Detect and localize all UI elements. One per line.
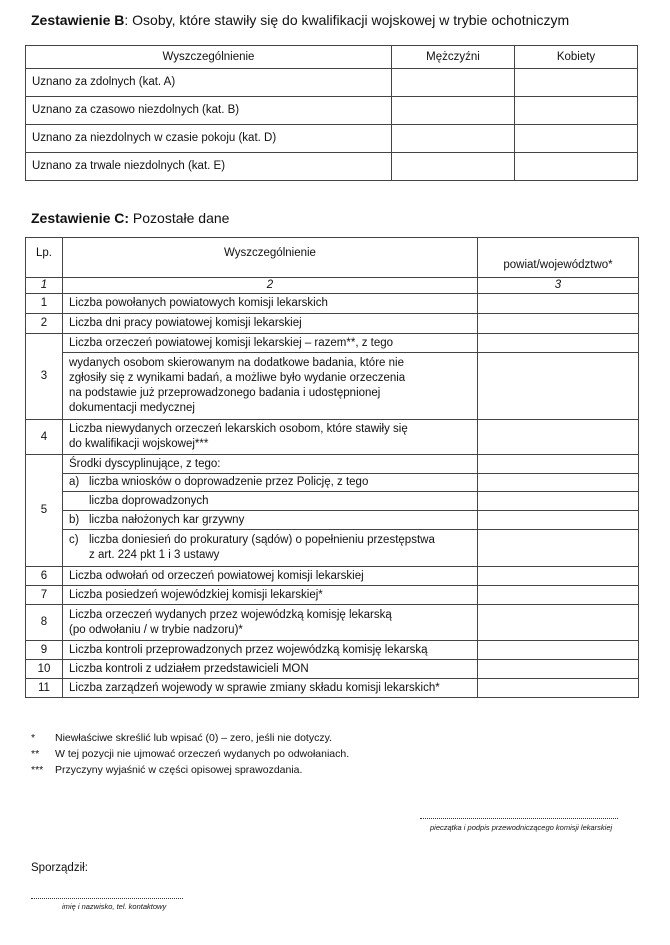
row-number: 3 (26, 334, 63, 420)
table-row (26, 314, 639, 334)
row-label: Uznano za zdolnych (kat. A) (26, 69, 392, 97)
footnote (31, 746, 349, 762)
footnote-text: Przyczyny wyjaśnić w części opisowej sprawozdania. (55, 764, 303, 776)
section-c-table (25, 237, 639, 698)
table-row (26, 294, 639, 314)
women-value-cell[interactable] (515, 153, 638, 181)
row-label: Liczba orzeczeń powiatowej komisji lekarskiej – razem**, z tego (63, 334, 478, 353)
row-label: Liczba kontroli przeprowadzonych przez wojewódzką komisję lekarską (63, 641, 478, 660)
row-sublabel (63, 474, 478, 492)
row-number: 2 (26, 314, 63, 334)
value-cell[interactable] (478, 492, 639, 511)
item-text: z art. 224 pkt 1 i 3 ustawy (89, 549, 220, 561)
footnote-marker: *** (31, 764, 44, 776)
row-number: 1 (26, 294, 63, 314)
footnote-marker: ** (31, 748, 40, 760)
footnote-marker: * (31, 732, 36, 744)
table-subrow (26, 511, 639, 530)
signature-line[interactable] (420, 818, 618, 819)
row-label: Liczba powołanych powiatowych komisji lekarskich (63, 294, 478, 314)
table-subrow (26, 530, 639, 567)
row-label (63, 605, 478, 641)
row-label (63, 420, 478, 455)
table-row (26, 125, 638, 153)
item-text: liczba doniesień do prokuratury (sądów) o popełnieniu przestępstwa (89, 534, 435, 546)
value-cell[interactable] (478, 420, 639, 455)
row-number: 7 (26, 586, 63, 605)
row-label: Środki dyscyplinujące, z tego: (63, 455, 478, 474)
prepared-by-caption: imię i nazwisko, tel. kontaktowy (62, 902, 167, 911)
value-cell[interactable] (478, 353, 639, 420)
footnote (31, 762, 349, 778)
men-value-cell[interactable] (392, 97, 515, 125)
row-label: Liczba zarządzeń wojewody w sprawie zmiany składu komisji lekarskich* (63, 679, 478, 698)
item-letter: a) (69, 476, 80, 488)
item-letter: c) (69, 534, 79, 546)
footnotes (31, 730, 349, 778)
men-value-cell[interactable] (392, 153, 515, 181)
table-row (26, 641, 639, 660)
table-row (26, 69, 638, 97)
footnote-text: W tej pozycji nie ujmować orzeczeń wydanych po odwołaniach. (55, 748, 350, 760)
table-row (26, 605, 639, 641)
column-number: 1 (26, 278, 63, 294)
label-line: do kwalifikacji wojskowej*** (69, 438, 209, 450)
table-row (26, 586, 639, 605)
value-cell[interactable] (478, 474, 639, 492)
row-label: Liczba dni pracy powiatowej komisji lekarskiej (63, 314, 478, 334)
header-lp: Lp. (26, 238, 63, 278)
column-number: 3 (478, 278, 639, 294)
row-sublabel (63, 511, 478, 530)
table-row (26, 679, 639, 698)
header-county-province: powiat/województwo* (478, 238, 639, 278)
sublabel-line: dokumentacji medycznej (69, 402, 195, 414)
row-label: Uznano za czasowo niezdolnych (kat. B) (26, 97, 392, 125)
prepared-by-line[interactable] (31, 898, 183, 899)
table-row (26, 334, 639, 353)
sublabel-line: wydanych osobom skierowanym na dodatkowe badania, które nie (69, 357, 404, 369)
row-label: Liczba odwołań od orzeczeń powiatowej komisji lekarskiej (63, 567, 478, 586)
label-line: Liczba orzeczeń wydanych przez wojewódzką komisję lekarską (69, 608, 392, 621)
item-text: liczba wniosków o doprowadzenie przez Policję, z tego (89, 476, 369, 488)
row-sublabel (63, 353, 478, 420)
value-cell[interactable] (478, 334, 639, 353)
section-b-title: Zestawienie B: Osoby, które stawiły się do kwalifikacji wojskowej w trybie ochotniczym (31, 12, 570, 28)
column-number: 2 (63, 278, 478, 294)
value-cell[interactable] (478, 586, 639, 605)
row-number: 10 (26, 660, 63, 679)
table-row (26, 420, 639, 455)
women-value-cell[interactable] (515, 125, 638, 153)
sublabel-line: zgłosiły się z wynikami badań, a możliwe było wydanie orzeczenia (69, 372, 406, 384)
men-value-cell[interactable] (392, 125, 515, 153)
table-subrow (26, 474, 639, 492)
footnote (31, 730, 349, 746)
value-cell[interactable] (478, 511, 639, 530)
row-number: 5 (26, 455, 63, 567)
men-value-cell[interactable] (392, 69, 515, 97)
item-text: liczba nałożonych kar grzywny (89, 513, 245, 526)
row-number: 4 (26, 420, 63, 455)
table-row (26, 660, 639, 679)
signature-caption: pieczątka i podpis przewodniczącego komisji lekarskiej (430, 823, 613, 832)
item-letter: b) (69, 513, 80, 526)
table-subrow (26, 492, 639, 511)
header-description: Wyszczególnienie (26, 46, 392, 69)
row-label: Uznano za niezdolnych w czasie pokoju (kat. D) (26, 125, 392, 153)
women-value-cell[interactable] (515, 97, 638, 125)
section-c-title: Zestawienie C: Pozostałe dane (31, 210, 230, 226)
value-cell[interactable] (478, 605, 639, 641)
table-header-row (26, 238, 639, 278)
header-women: Kobiety (515, 46, 638, 69)
value-cell[interactable] (478, 294, 639, 314)
section-b-table (25, 45, 638, 181)
value-cell[interactable] (478, 455, 639, 474)
table-row (26, 97, 638, 125)
row-number: 6 (26, 567, 63, 586)
row-number: 11 (26, 679, 63, 698)
footnote-text: Niewłaściwe skreślić lub wpisać (0) – zero, jeśli nie dotyczy. (55, 732, 332, 744)
row-number: 8 (26, 605, 63, 641)
item-text: liczba doprowadzonych (89, 494, 209, 507)
table-subrow (26, 353, 639, 420)
row-sublabel (63, 530, 478, 567)
prepared-by-label: Sporządził: (31, 862, 88, 874)
table-row (26, 455, 639, 474)
header-men: Mężczyźni (392, 46, 515, 69)
label-line: (po odwołaniu / w trybie nadzoru)* (69, 623, 243, 636)
row-label: Liczba kontroli z udziałem przedstawicieli MON (63, 660, 478, 679)
women-value-cell[interactable] (515, 69, 638, 97)
column-numbers-row (26, 278, 639, 294)
value-cell[interactable] (478, 567, 639, 586)
value-cell[interactable] (478, 314, 639, 334)
value-cell[interactable] (478, 660, 639, 679)
value-cell[interactable] (478, 679, 639, 698)
table-row (26, 567, 639, 586)
row-label: Liczba posiedzeń wojewódzkiej komisji lekarskiej* (63, 586, 478, 605)
label-line: Liczba niewydanych orzeczeń lekarskich osobom, które stawiły się (69, 423, 408, 435)
row-number: 9 (26, 641, 63, 660)
header-description: Wyszczególnienie (63, 238, 478, 278)
value-cell[interactable] (478, 641, 639, 660)
table-row (26, 153, 638, 181)
row-label: Uznano za trwale niezdolnych (kat. E) (26, 153, 392, 181)
value-cell[interactable] (478, 530, 639, 567)
sublabel-line: na podstawie już przeprowadzonego badania i udostępnionej (69, 387, 381, 399)
row-sublabel (63, 492, 478, 511)
table-header-row (26, 46, 638, 69)
